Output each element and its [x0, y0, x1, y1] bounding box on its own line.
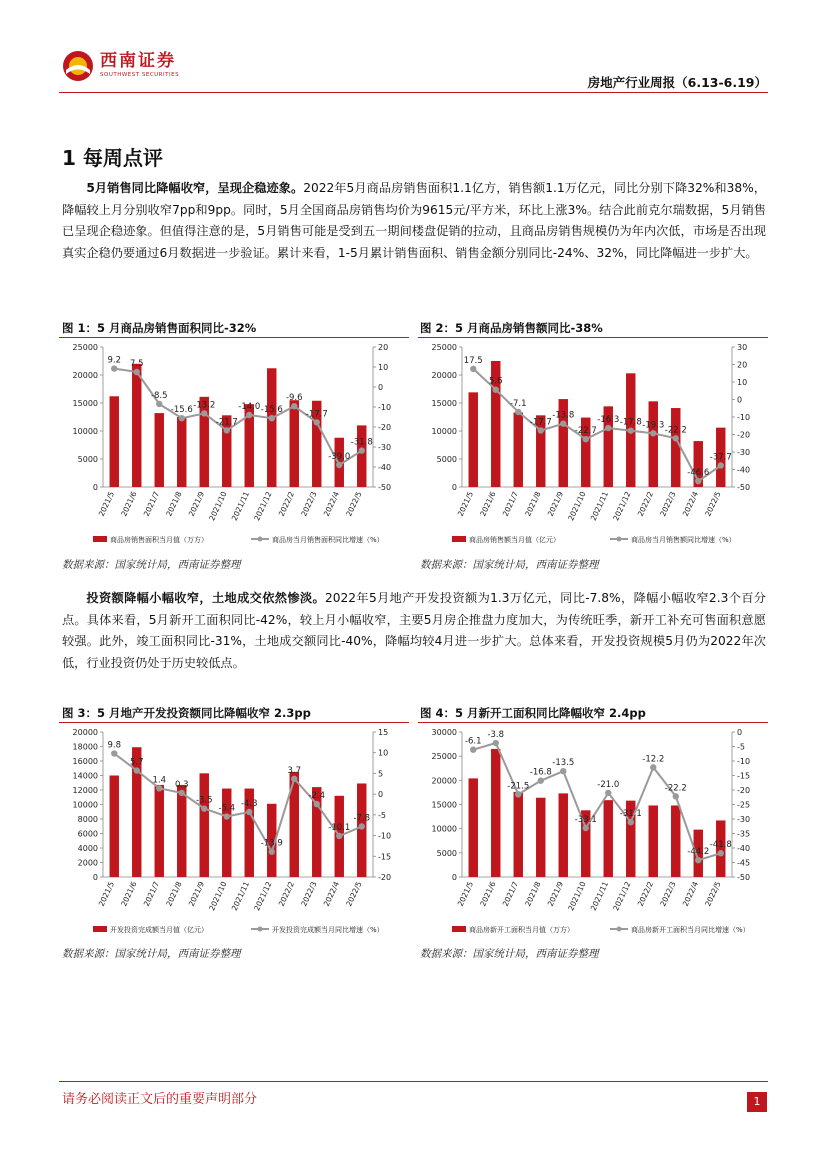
growth-point [515, 791, 521, 797]
growth-point [470, 366, 476, 372]
growth-point [650, 764, 656, 770]
growth-data-label: -16.3 [597, 415, 620, 426]
growth-point [583, 436, 589, 442]
x-tick-label: 2021/8 [523, 880, 543, 908]
growth-point [538, 778, 544, 784]
growth-data-label: -17.8 [619, 417, 642, 428]
figure-1-title: 图 1：5 月商品房销售面积同比-32% [62, 321, 257, 335]
bar [177, 785, 186, 877]
x-tick-label: 2021/7 [141, 880, 162, 908]
growth-point [493, 387, 499, 393]
x-tick-label: 2022/4 [680, 490, 701, 518]
left-tick-label: 5000 [436, 455, 457, 464]
left-tick-label: 0 [451, 873, 457, 882]
figure-2-rule [418, 337, 768, 338]
x-tick-label: 2021/7 [500, 880, 521, 908]
x-tick-label: 2022/3 [299, 880, 319, 908]
x-tick-label: 2021/12 [252, 880, 274, 913]
left-tick-label: 0 [92, 483, 98, 492]
right-tick-label: -50 [378, 483, 392, 492]
growth-data-label: -6.1 [464, 736, 482, 747]
figure-3-rule [59, 722, 409, 723]
growth-data-label: -21.0 [597, 779, 620, 790]
left-tick-label: 25000 [72, 343, 98, 352]
growth-point [359, 447, 365, 453]
growth-data-label: -17.7 [305, 409, 328, 420]
x-tick-label: 2022/2 [276, 880, 297, 908]
growth-data-label: 1.4 [152, 775, 167, 786]
growth-data-label: -3.5 [195, 795, 213, 806]
growth-point [156, 785, 162, 791]
growth-point [583, 825, 589, 831]
legend-bar-label: 商品房新开工面积当月值（万方） [469, 926, 574, 934]
left-tick-label: 15000 [431, 800, 457, 810]
bar [536, 798, 545, 877]
right-tick-label: -40 [737, 465, 751, 475]
growth-data-label: -14.0 [238, 402, 261, 412]
x-tick-label: 2021/9 [186, 880, 207, 908]
right-tick-label: 10 [737, 378, 748, 387]
growth-point [673, 435, 679, 441]
growth-point [201, 805, 207, 811]
growth-data-label: -19.3 [642, 420, 665, 431]
chart-new-starts [418, 724, 768, 939]
left-tick-label: 4000 [77, 844, 98, 853]
paragraph-sales-lead: 5月销售同比降幅收窄，呈现企稳迹象。 [86, 181, 304, 195]
left-tick-label: 0 [92, 873, 98, 882]
figure-4-title: 图 4：5 月新开工面积同比降幅收窄 2.4pp [420, 706, 646, 720]
legend-line-label: 开发投资完成额当月同比增速（%） [272, 926, 384, 934]
growth-data-label: -33.1 [574, 814, 597, 825]
x-tick-label: 2022/4 [680, 880, 701, 908]
growth-data-label: -13.5 [552, 758, 575, 769]
right-tick-label: -15 [378, 852, 392, 862]
growth-point [560, 420, 566, 426]
right-tick-label: -40 [378, 463, 392, 472]
right-tick-label: -20 [378, 423, 392, 432]
x-tick-label: 2021/6 [119, 880, 139, 908]
right-tick-label: 20 [378, 343, 389, 352]
left-tick-label: 15000 [72, 399, 98, 408]
growth-data-label: -7.1 [509, 398, 527, 409]
legend-line-marker [258, 927, 263, 932]
right-tick-label: 0 [378, 383, 384, 392]
x-tick-label: 2021/5 [455, 880, 476, 908]
right-tick-label: -10 [378, 403, 392, 412]
growth-data-label: -17.7 [529, 417, 552, 428]
growth-point [111, 750, 117, 756]
growth-point [628, 819, 634, 825]
growth-data-label: -12.2 [642, 754, 665, 765]
left-tick-label: 25000 [431, 343, 457, 352]
growth-data-label: -5.4 [218, 803, 236, 814]
left-tick-label: 10000 [431, 427, 457, 436]
growth-point [291, 776, 297, 782]
x-tick-label: 2021/8 [164, 490, 184, 518]
right-tick-label: -10 [378, 831, 392, 841]
right-tick-label: -50 [737, 483, 751, 492]
growth-point [224, 813, 230, 819]
x-tick-label: 2021/12 [611, 490, 633, 523]
growth-point [269, 415, 275, 421]
growth-data-label: -8.5 [150, 391, 168, 401]
growth-point [269, 849, 275, 855]
growth-point [314, 419, 320, 425]
growth-data-label: -21.5 [507, 781, 530, 792]
growth-data-label: -10.1 [328, 822, 351, 833]
paragraph-sales-body: 2022年5月商品房销售面积1.1亿方，销售额1.1万亿元，同比分别下降32%和38%，降幅较上月分别收窄7pp和9pp。同时，5月全国商品房销售均价为9615元/平方米，环比上涨3%。结合此前克尔瑞数据，5月销售已呈现企稳迹象。但值得注意的是，5月销售可能是受到五一期间楼盘促销的拉动，且商品房销售规模仍为年内次低，市场是否出现真实企稳仍要通过6月数据进一步验证。累计来看，1-5月累计销售面积、销售金额分别同比-24%、32%，同比降幅进一步扩大。 [62, 181, 766, 260]
bar [222, 789, 231, 877]
page-number: 1 [747, 1092, 767, 1112]
section-title: 1 每周点评 [62, 146, 163, 170]
bar [469, 392, 478, 487]
growth-point [246, 809, 252, 815]
right-tick-label: -30 [737, 815, 751, 824]
figure-2-source: 数据来源：国家统计局，西南证券整理 [420, 559, 599, 571]
growth-data-label: -22.2 [664, 425, 687, 436]
growth-data-label: -13.8 [552, 410, 575, 421]
brand-logo [62, 50, 179, 82]
logo-english-name: SOUTHWEST SECURITIES [100, 72, 180, 79]
x-tick-label: 2022/5 [344, 490, 364, 518]
bar [649, 401, 658, 487]
bar [357, 783, 366, 877]
x-tick-label: 2021/6 [478, 490, 498, 518]
x-tick-label: 2022/2 [635, 880, 656, 908]
bar [469, 778, 478, 877]
growth-data-label: -22.7 [574, 426, 597, 437]
growth-data-label: 7.5 [129, 359, 144, 369]
growth-point [359, 823, 365, 829]
growth-point [538, 427, 544, 433]
growth-data-label: -2.4 [308, 791, 326, 802]
growth-point [718, 462, 724, 468]
left-tick-label: 12000 [72, 786, 98, 795]
x-tick-label: 2022/2 [635, 490, 656, 518]
right-tick-label: -30 [378, 443, 392, 452]
left-tick-label: 16000 [72, 757, 98, 766]
paragraph-investment-body: 2022年5月地产开发投资额为1.3万亿元，同比-7.8%，降幅小幅收窄2.3个百分点。具体来看，5月新开工面积同比-42%，较上月小幅收窄，主要5月房企推盘力度加大，为传统旺季，新开工补充可售面积意愿较强。此外，竣工面积同比-31%，土地成交额同比-40%，降幅均较4月进一步扩大。总体来看，开发投资规模5月仍为2022年次低，行业投资仍处于历史较低点。 [62, 591, 766, 670]
right-tick-label: -20 [737, 430, 751, 440]
bar [357, 425, 366, 487]
x-tick-label: 2021/12 [252, 490, 274, 523]
growth-data-label: 9.2 [107, 355, 122, 366]
growth-data-label: 5.7 [129, 757, 144, 768]
x-tick-label: 2021/10 [207, 490, 229, 523]
legend-bar-label: 商品房销售额当月值（亿元） [469, 536, 560, 544]
left-tick-label: 14000 [72, 771, 98, 781]
x-tick-label: 2021/8 [523, 490, 543, 518]
right-tick-label: -10 [737, 413, 751, 422]
left-tick-label: 18000 [72, 742, 98, 752]
left-tick-label: 5000 [77, 455, 98, 464]
growth-point [246, 412, 252, 418]
growth-point [336, 833, 342, 839]
left-tick-label: 20000 [431, 371, 457, 380]
x-tick-label: 2021/5 [455, 490, 476, 518]
growth-data-label: -31.8 [350, 437, 373, 448]
growth-data-label: -22.2 [664, 783, 687, 794]
x-tick-label: 2021/5 [96, 880, 117, 908]
footer-disclaimer: 请务必阅读正文后的重要声明部分 [62, 1092, 258, 1107]
x-tick-label: 2021/10 [566, 880, 588, 913]
growth-point [628, 427, 634, 433]
growth-data-label: -37.7 [709, 452, 732, 463]
growth-point [111, 365, 117, 371]
legend-line-label: 商品房当月销售额同比增速（%） [631, 536, 736, 544]
growth-point [336, 462, 342, 468]
growth-data-label: -4.3 [240, 798, 258, 809]
x-tick-label: 2021/11 [229, 490, 252, 523]
growth-point [605, 425, 611, 431]
right-tick-label: -50 [737, 873, 751, 882]
legend-bar-swatch [93, 536, 107, 542]
x-tick-label: 2022/5 [344, 880, 364, 908]
figure-4-source: 数据来源：国家统计局，西南证券整理 [420, 948, 599, 960]
x-tick-label: 2021/12 [611, 880, 633, 913]
growth-line [473, 743, 721, 860]
left-tick-label: 10000 [72, 800, 98, 810]
right-tick-label: -5 [737, 742, 745, 752]
growth-data-label: -39.0 [328, 452, 351, 462]
legend-bar-label: 开发投资完成额当月值（亿元） [110, 926, 208, 934]
left-tick-label: 8000 [77, 815, 98, 824]
bar [290, 400, 299, 487]
growth-data-label: -3.8 [487, 730, 505, 741]
chart-sales-area [59, 339, 409, 549]
legend-line-label: 商品房当月销售面积同比增速（%） [272, 536, 384, 544]
left-tick-label: 25000 [431, 752, 457, 762]
right-tick-label: 0 [378, 790, 384, 800]
paragraph-sales [62, 178, 766, 264]
header-divider [59, 92, 768, 93]
growth-data-label: -15.6 [260, 405, 283, 416]
x-tick-label: 2022/4 [321, 880, 342, 908]
growth-data-label: -21.7 [215, 417, 238, 428]
right-tick-label: 0 [737, 395, 743, 405]
x-tick-label: 2021/6 [119, 490, 139, 518]
left-tick-label: 5000 [436, 848, 457, 858]
left-tick-label: 6000 [77, 829, 98, 839]
footer-divider [59, 1081, 768, 1082]
left-tick-label: 10000 [431, 824, 457, 834]
logo-chinese-name: 西南证券 [100, 51, 176, 72]
x-tick-label: 2021/11 [588, 490, 611, 523]
left-tick-label: 0 [451, 483, 457, 492]
x-tick-label: 2021/11 [588, 880, 611, 913]
x-tick-label: 2022/3 [658, 880, 678, 908]
growth-data-label: 17.5 [463, 355, 483, 366]
growth-data-label: -7.8 [353, 813, 371, 824]
report-title: 房地产行业周报（6.13-6.19） [587, 75, 767, 90]
growth-point [156, 401, 162, 407]
paragraph-investment [62, 588, 766, 674]
growth-point [291, 403, 297, 409]
x-tick-label: 2022/2 [276, 490, 297, 518]
x-tick-label: 2021/11 [229, 880, 252, 913]
right-tick-label: -25 [737, 800, 751, 810]
growth-data-label: -13.2 [193, 400, 216, 411]
chart-sales-amount [418, 339, 768, 549]
growth-point [695, 478, 701, 484]
x-tick-label: 2021/10 [566, 490, 588, 523]
bar [491, 749, 500, 877]
figure-3-source: 数据来源：国家统计局，西南证券整理 [62, 948, 241, 960]
right-tick-label: 20 [737, 360, 748, 370]
growth-data-label: -16.8 [529, 767, 552, 778]
x-tick-label: 2021/9 [545, 880, 566, 908]
x-tick-label: 2021/5 [96, 490, 117, 518]
growth-point [179, 415, 185, 421]
legend-bar-label: 商品房销售面积当月值（万方） [110, 536, 208, 544]
growth-point [470, 746, 476, 752]
growth-data-label: 5.6 [488, 376, 503, 387]
growth-point [201, 410, 207, 416]
legend-bar-swatch [452, 926, 466, 932]
growth-point [650, 430, 656, 436]
right-tick-label: -40 [737, 844, 751, 853]
bar [177, 417, 186, 487]
figure-1-rule [59, 337, 409, 338]
bar [155, 785, 164, 877]
legend-line-label: 商品房新开工面积当月同比增速（%） [631, 926, 750, 934]
right-tick-label: 10 [378, 363, 389, 372]
legend-bar-swatch [93, 926, 107, 932]
right-tick-label: 5 [378, 769, 384, 779]
growth-point [673, 793, 679, 799]
right-tick-label: 15 [378, 728, 389, 737]
growth-point [134, 767, 140, 773]
growth-data-label: 9.8 [107, 740, 122, 751]
x-tick-label: 2021/9 [186, 490, 207, 518]
x-tick-label: 2021/10 [207, 880, 229, 913]
right-tick-label: -45 [737, 858, 751, 868]
growth-data-label: 3.7 [287, 765, 302, 776]
growth-point [560, 768, 566, 774]
right-tick-label: 10 [378, 748, 389, 758]
bar [110, 396, 119, 487]
figure-3-title: 图 3：5 月地产开发投资额同比降幅收窄 2.3pp [62, 706, 311, 720]
figure-2-title: 图 2：5 月商品房销售额同比-38% [420, 321, 603, 335]
bar [155, 413, 164, 487]
growth-data-label: -41.8 [709, 840, 732, 851]
x-tick-label: 2021/8 [164, 880, 184, 908]
left-tick-label: 20000 [431, 776, 457, 786]
bar [200, 773, 209, 877]
figure-4-rule [418, 722, 768, 723]
growth-point [224, 427, 230, 433]
growth-point [515, 409, 521, 415]
right-tick-label: -10 [737, 757, 751, 766]
growth-line [114, 754, 361, 852]
x-tick-label: 2021/7 [141, 490, 162, 518]
bar [649, 805, 658, 877]
right-tick-label: -30 [737, 448, 751, 457]
growth-point [493, 740, 499, 746]
left-tick-label: 20000 [72, 371, 98, 380]
right-tick-label: -20 [378, 873, 392, 882]
x-tick-label: 2022/5 [703, 880, 723, 908]
bar [514, 413, 523, 487]
growth-point [314, 801, 320, 807]
legend-line-marker [617, 537, 622, 542]
bar [514, 792, 523, 877]
x-tick-label: 2022/3 [299, 490, 319, 518]
bar [671, 408, 680, 487]
bar [604, 800, 613, 877]
x-tick-label: 2021/6 [478, 880, 498, 908]
legend-line-marker [617, 927, 622, 932]
right-tick-label: -15 [737, 771, 751, 781]
right-tick-label: 0 [737, 728, 743, 737]
growth-data-label: -31.1 [619, 809, 642, 820]
left-tick-label: 10000 [72, 427, 98, 436]
bar [132, 364, 141, 487]
logo-mark-icon [62, 50, 94, 82]
growth-data-label: -44.2 [687, 847, 710, 858]
growth-point [695, 857, 701, 863]
growth-data-label: -9.6 [285, 393, 303, 404]
left-tick-label: 15000 [431, 399, 457, 408]
left-tick-label: 2000 [77, 858, 98, 868]
legend-bar-swatch [452, 536, 466, 542]
right-tick-label: -20 [737, 786, 751, 795]
x-tick-label: 2021/9 [545, 490, 566, 518]
left-tick-label: 30000 [431, 728, 457, 737]
growth-data-label: -13.9 [260, 838, 283, 849]
right-tick-label: 30 [737, 343, 748, 352]
right-tick-label: -35 [737, 829, 751, 839]
bar [110, 776, 119, 878]
bar [559, 793, 568, 877]
growth-point [605, 790, 611, 796]
growth-point [179, 790, 185, 796]
legend-line-marker [258, 537, 263, 542]
growth-data-label: -15.6 [170, 405, 193, 416]
bar [267, 368, 276, 487]
chart-investment [59, 724, 409, 939]
x-tick-label: 2022/3 [658, 490, 678, 518]
growth-data-label: -46.6 [687, 468, 710, 479]
x-tick-label: 2021/7 [500, 490, 521, 518]
x-tick-label: 2022/5 [703, 490, 723, 518]
bar [671, 805, 680, 877]
growth-point [718, 850, 724, 856]
growth-point [134, 369, 140, 375]
right-tick-label: -5 [378, 810, 386, 820]
growth-data-label: 0.3 [174, 779, 189, 790]
x-tick-label: 2022/4 [321, 490, 342, 518]
paragraph-investment-lead: 投资额降幅小幅收窄，土地成交依然惨淡。 [86, 591, 326, 605]
left-tick-label: 20000 [72, 728, 98, 737]
figure-1-source: 数据来源：国家统计局，西南证券整理 [62, 559, 241, 571]
